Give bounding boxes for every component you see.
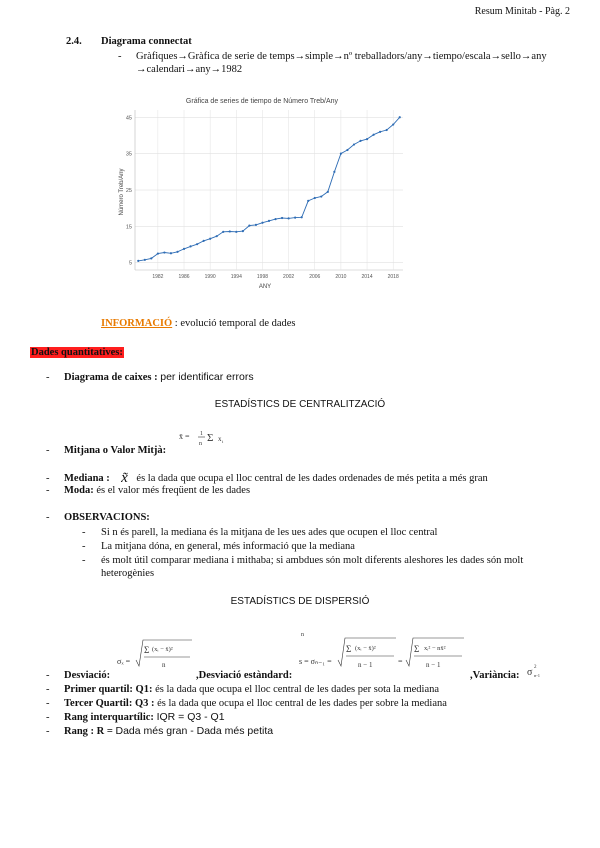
chart-data-point (189, 245, 191, 247)
chart-data-point (242, 230, 244, 232)
chart-data-point (176, 251, 178, 253)
page-header: Resum Minitab - Pàg. 2 (474, 6, 570, 17)
q3-text: és la dada que ocupa el lloc central de les dades per sobre la mediana (157, 698, 447, 709)
svg-text:(xᵢ − x̄)²: (xᵢ − x̄)² (152, 646, 173, 653)
chart-data-point (320, 195, 322, 197)
bullet-dash: - (46, 372, 50, 383)
chart-data-point (301, 216, 303, 218)
chart-data-point (235, 231, 237, 233)
deviation-formula-svg (116, 632, 196, 676)
chart-grid (135, 110, 403, 270)
chart-data-point (366, 138, 368, 140)
range-label: Rang : R = (64, 726, 113, 737)
iqr-label: Rang interquartílic: (64, 712, 154, 723)
bullet-dash: - (46, 698, 50, 709)
box-plot-item (46, 371, 254, 383)
svg-text:n: n (199, 441, 202, 447)
chart-data-point (346, 149, 348, 151)
time-series-chart (115, 92, 409, 292)
chart-data-point (222, 231, 224, 233)
section-number: 2.4. (66, 36, 82, 47)
mode-label: Moda: (64, 485, 94, 496)
range-text: Dada més gran - Dada més petita (115, 725, 274, 737)
svg-text:n − 1: n − 1 (426, 661, 441, 669)
median-symbol: x̃ (121, 470, 128, 486)
observ-text-1: Si n és parell, la mediana és la mitjana de les ues ades que ocupen el lloc central (101, 527, 438, 538)
chart-x-tick-label: 1982 (152, 274, 164, 280)
disp-heading: ESTADÍSTICS DE DISPERSIÓ (230, 596, 370, 607)
observ-bullet: - (82, 555, 86, 566)
chart-data-point (255, 224, 257, 226)
chart-data-point (196, 243, 198, 245)
svg-text:Σ: Σ (144, 645, 150, 655)
chart-data-point (248, 225, 250, 227)
info-text: : evolució temporal de dades (174, 318, 296, 329)
chart-y-tick-label: 25 (125, 188, 132, 194)
iqr-text: IQR = Q3 - Q1 (156, 711, 225, 723)
chart-data-point (163, 251, 165, 253)
svg-text:1: 1 (200, 431, 203, 437)
chart-title: Gráfica de series de tiempo de Número Treb/Any (185, 98, 339, 105)
q3-label: Tercer Quartil: Q3 : (64, 698, 155, 709)
chart-x-tick-label: 1986 (178, 274, 190, 280)
box-plot-text: per identificar errors (160, 371, 254, 383)
chart-x-tick-label: 1990 (204, 274, 216, 280)
chart-data-point (281, 217, 283, 219)
chart-data-point (399, 116, 401, 118)
chart-data-point (307, 200, 309, 202)
bullet-dash: - (46, 712, 50, 723)
svg-text:(xᵢ − x̄)²: (xᵢ − x̄)² (355, 645, 376, 652)
chart-data-point (288, 217, 290, 219)
bullet-dash: - (46, 726, 50, 737)
deviation-formula (116, 632, 196, 678)
observ-text-3: és molt útil comparar mediana i mithaba; si ambdues són molt diferents aleshores les dades són molt (101, 555, 524, 566)
info-label: INFORMACIÓ (101, 318, 173, 329)
variance-formula-svg (526, 660, 550, 680)
chart-data-point (268, 220, 270, 222)
chart-data-point (157, 253, 159, 255)
variance-formula (526, 660, 550, 682)
chart-data-point (274, 218, 276, 220)
info-line (101, 318, 296, 329)
svg-text:Σ: Σ (414, 644, 420, 654)
svg-text:n − 1: n − 1 (358, 661, 373, 669)
bullet-dash: - (46, 485, 50, 496)
median-item (46, 469, 488, 486)
observ-bullet: - (82, 527, 86, 538)
chart-data-point (209, 238, 211, 240)
mean-formula (178, 427, 238, 451)
q1-text: és la dada que ocupa el lloc central de les dades per sota la mediana (155, 684, 440, 695)
chart-x-tick-label: 1994 (230, 274, 242, 280)
chart-data-point (183, 248, 185, 250)
menu-path-line1: Gràfiques→Gràfica de serie de temps→simple→nº treballadors/any→tiempo/escala→sello→any (136, 51, 547, 62)
deviation-item (46, 670, 110, 681)
std-deviation-label: ,Desviació estàndard: (196, 670, 293, 681)
svg-text:σ: σ (527, 667, 533, 678)
q1-item (46, 684, 439, 695)
chart-y-tick-label: 5 (128, 260, 132, 267)
chart-series-line (138, 117, 399, 261)
chart-data-point (216, 235, 218, 237)
svg-text:i: i (222, 439, 224, 444)
chart-data-point (359, 140, 361, 142)
chart-series (137, 116, 401, 262)
observ-item (46, 512, 150, 523)
chart-y-tick-label: 35 (125, 151, 132, 158)
range-item (46, 725, 273, 737)
svg-text:xᵢ² − nx̄²: xᵢ² − nx̄² (424, 645, 446, 652)
chart-x-tick-label: 2002 (283, 274, 295, 280)
chart-y-tick-label: 45 (125, 115, 132, 122)
chart-x-tick-label: 2014 (361, 274, 373, 280)
svg-text:s = σₙ₋₁ =: s = σₙ₋₁ = (299, 657, 332, 666)
mode-item (46, 485, 250, 496)
observ-text-2: La mitjana dóna, en general, més informació que la mediana (101, 541, 355, 552)
chart-data-point (170, 252, 172, 254)
chart-y-ticks (126, 115, 132, 266)
svg-text:Σ: Σ (207, 432, 214, 444)
svg-text:=: = (398, 657, 403, 666)
bullet-dash: - (46, 670, 50, 681)
section-title: Diagrama connectat (101, 36, 192, 47)
chart-y-tick-label: 15 (125, 224, 132, 231)
bullet-dash: - (46, 512, 50, 523)
menu-path-line2: →calendari→any→1982 (136, 64, 243, 75)
svg-text:n: n (301, 632, 304, 638)
std-deviation-formula-svg (298, 628, 468, 676)
chart-data-point (203, 240, 205, 242)
mean-item (46, 445, 166, 456)
chart-data-point (386, 129, 388, 131)
chart-data-point (327, 191, 329, 193)
q3-item (46, 698, 447, 709)
q1-label: Primer quartil: Q1: (64, 684, 153, 695)
box-plot-label: Diagrama de caixes : (64, 372, 158, 383)
chart-x-tick-label: 2006 (309, 274, 321, 280)
chart-data-point (392, 123, 394, 125)
quant-heading-wrap (30, 347, 124, 358)
median-text: és la dada que ocupa el lloc central de les dades ordenades de més petita a més gran (136, 473, 488, 484)
chart-x-tick-label: 2010 (335, 274, 347, 280)
mean-label: Mitjana o Valor Mitjà: (64, 445, 167, 456)
svg-text:σₓ =: σₓ = (117, 657, 131, 666)
path-bullet: - (118, 51, 122, 62)
central-heading: ESTADÍSTICS DE CENTRALITZACIÓ (214, 399, 386, 410)
median-label: Mediana : (64, 473, 110, 484)
chart-x-tick-label: 1998 (256, 274, 269, 280)
svg-text:n-1: n-1 (534, 673, 540, 678)
chart-data-point (379, 131, 381, 133)
bullet-dash: - (46, 684, 50, 695)
chart-data-point (137, 260, 139, 262)
chart-data-point (340, 153, 342, 155)
chart-data-point (229, 230, 231, 232)
chart-x-ticks (152, 274, 399, 280)
bullet-dash: - (46, 473, 50, 484)
bullet-dash: - (46, 445, 50, 456)
chart-data-point (314, 197, 316, 199)
svg-text:Σ: Σ (346, 644, 352, 654)
chart-data-point (261, 222, 263, 224)
variance-label: ,Variància: (470, 670, 520, 681)
svg-text:x̄ =: x̄ = (179, 432, 190, 441)
iqr-item (46, 711, 225, 723)
std-deviation-formula (298, 628, 468, 678)
chart-data-point (144, 259, 146, 261)
chart-x-axis-label: ANY (258, 284, 272, 290)
observ-bullet: - (82, 541, 86, 552)
svg-text:2: 2 (534, 665, 537, 670)
chart-data-point (294, 217, 296, 219)
svg-text:n: n (162, 661, 166, 669)
chart-svg (115, 92, 409, 292)
observ-text-4: heterogènies (101, 568, 155, 579)
chart-data-point (333, 171, 335, 173)
chart-y-axis-label: Número Treb/Any (119, 168, 125, 216)
mean-formula-svg (178, 427, 238, 449)
chart-data-point (353, 143, 355, 145)
svg-text:x: x (218, 435, 222, 443)
mode-text: és el valor més freqüent de les dades (96, 485, 251, 496)
chart-x-tick-label: 2018 (387, 274, 399, 280)
observ-label: OBSERVACIONS: (64, 512, 150, 523)
deviation-label: Desviació: (64, 670, 111, 681)
chart-data-point (372, 134, 374, 136)
chart-data-point (150, 257, 152, 259)
quant-heading: Dades quantitatives: (31, 347, 123, 358)
